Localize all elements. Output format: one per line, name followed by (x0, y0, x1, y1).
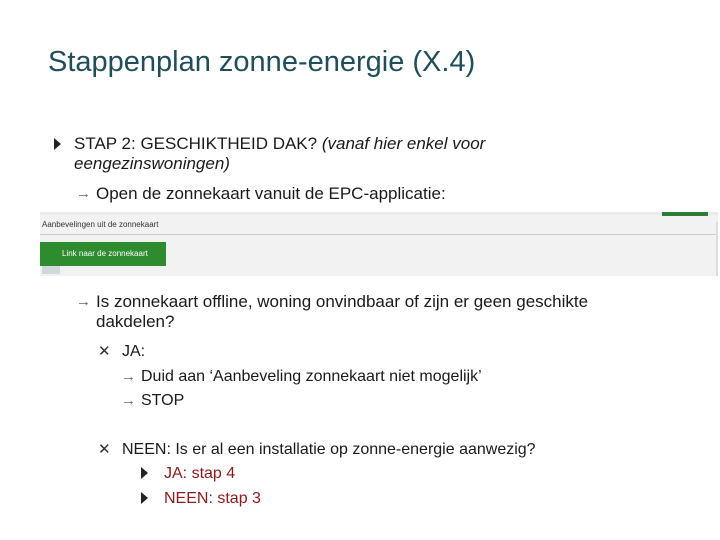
epc-app-screenshot (40, 212, 718, 276)
step2-sub: Open de zonnekaart vanuit de EPC-applicatie: (96, 184, 446, 203)
neen-label: NEEN: Is er al een installatie op zonne-energie aanwezig? (122, 441, 536, 458)
triangle-right-icon (54, 138, 61, 150)
screenshot-small-icons (42, 266, 60, 274)
screenshot-green-chip (662, 212, 708, 216)
screenshot-topline (40, 212, 718, 215)
ja-item-1: Duid aan ‘Aanbeveling zonnekaart niet mogelijk’ (141, 368, 482, 385)
step2-italic-a: (vanaf hier enkel voor (321, 134, 486, 153)
screenshot-header: Aanbevelingen uit de zonnekaart (40, 220, 718, 235)
question-line1: Is zonnekaart offline, woning onvindbaar of zijn er geen geschikte (96, 292, 589, 311)
arrow-right-icon: → (76, 185, 91, 202)
triangle-right-icon (141, 467, 148, 479)
question-line2: dakdelen? (96, 312, 175, 331)
ja-item-2: STOP (141, 392, 185, 409)
arrow-right-icon: → (76, 293, 91, 310)
step2-text (74, 134, 634, 174)
neen-item-1[interactable]: JA: stap 4 (164, 465, 236, 482)
screenshot-rightbar (716, 222, 718, 276)
triangle-right-icon (141, 492, 148, 504)
question-text (96, 292, 696, 332)
x-mark-icon: ✕ (98, 343, 111, 360)
slide-title: Stappenplan zonne-energie (X.4) (48, 46, 476, 78)
arrow-right-icon: → (121, 368, 136, 385)
arrow-right-icon: → (121, 392, 136, 409)
zonnekaart-link-button[interactable]: Link naar de zonnekaart (40, 242, 166, 266)
x-mark-icon: ✕ (98, 441, 111, 458)
step2-italic-b: eengezinswoningen) (74, 154, 230, 173)
ja-label: JA: (122, 343, 146, 360)
neen-item-2[interactable]: NEEN: stap 3 (164, 490, 261, 507)
step2-main: STAP 2: GESCHIKTHEID DAK? (74, 134, 322, 153)
